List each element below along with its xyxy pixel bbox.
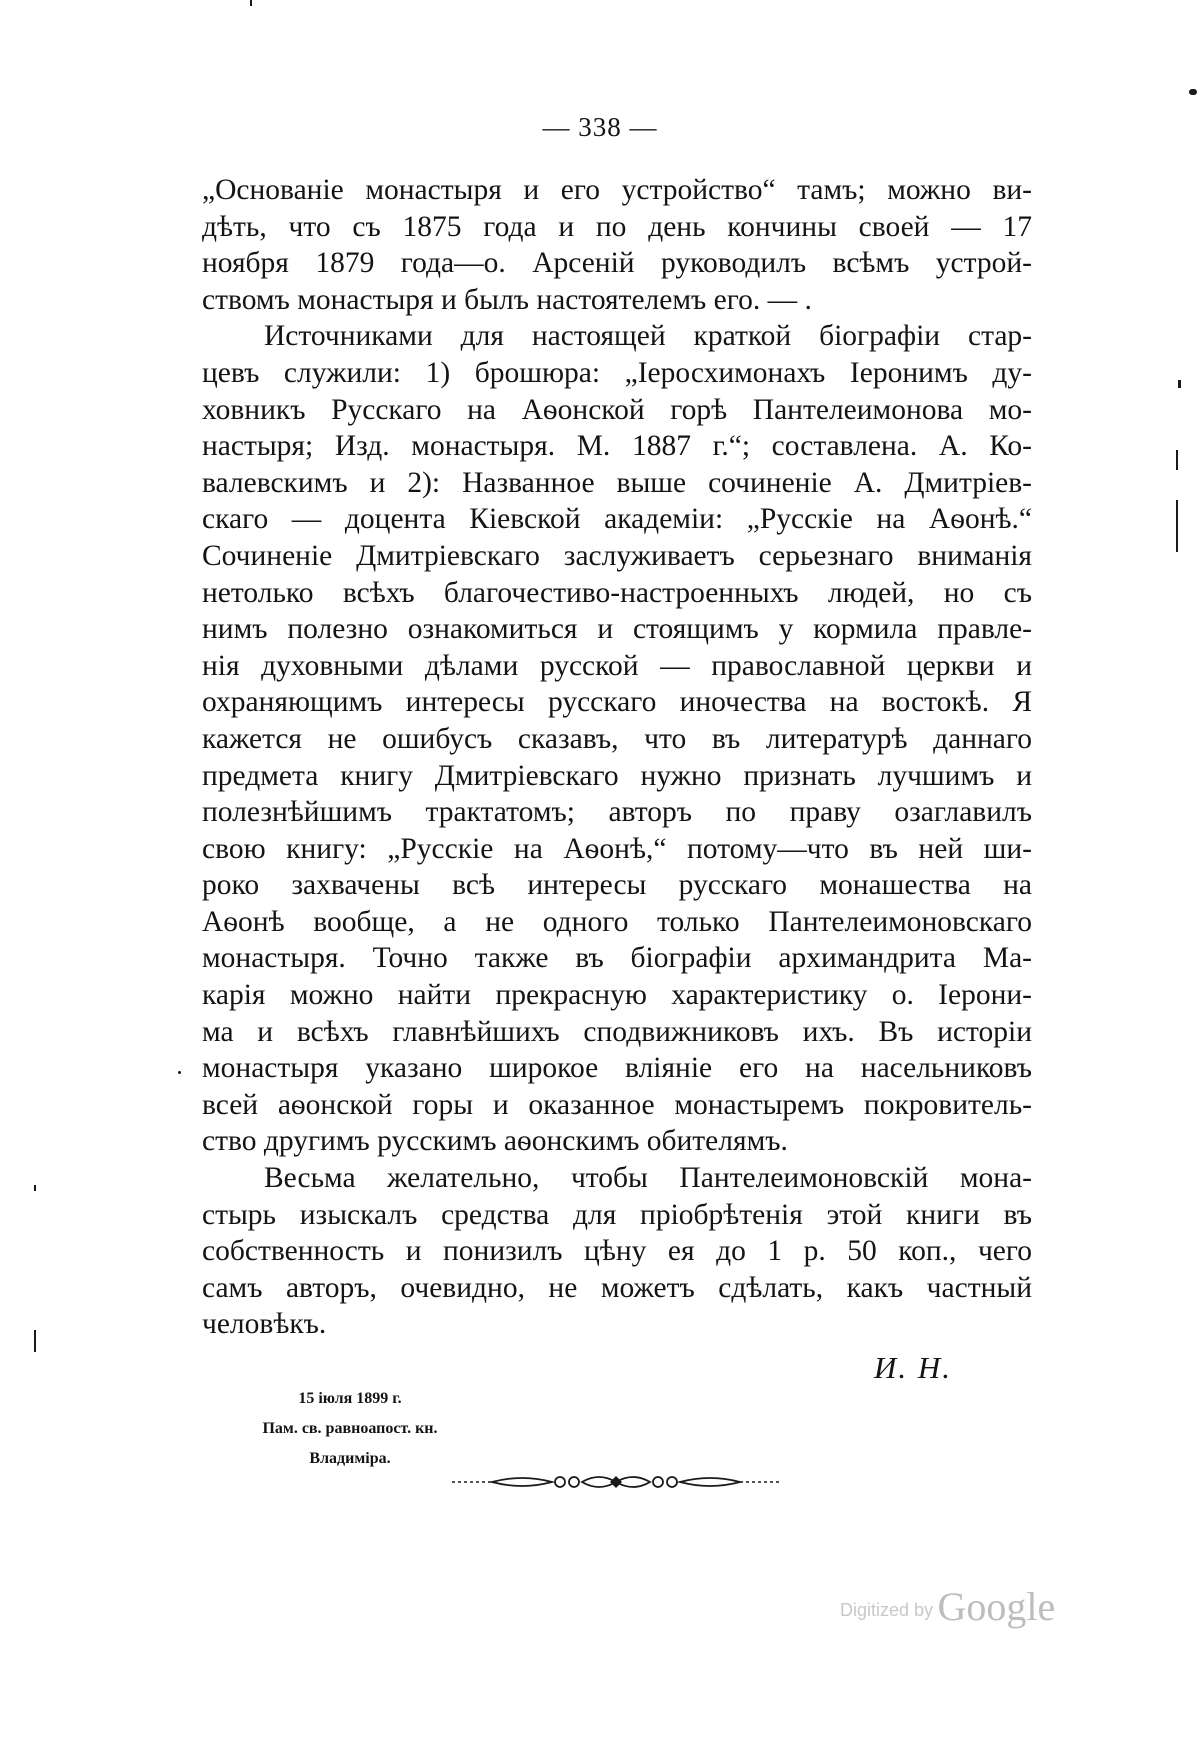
text-line: кажется не ошибусъ сказавъ, что въ литературѣ даннаго <box>202 722 1032 755</box>
text-line: ствомъ монастыря и былъ настоятелемъ его. — . <box>202 283 812 316</box>
digitized-by-google-watermark <box>840 1583 1055 1630</box>
text-line: самъ авторъ, очевидно, не можетъ сдѣлать, какъ частный <box>202 1271 1032 1304</box>
scan-speck <box>34 1330 36 1352</box>
scan-speck <box>34 1185 36 1191</box>
text-line: человѣкъ. <box>202 1308 327 1341</box>
text-line: скаго — доцента Кіевской академіи: „Русскіе на Аѳонѣ.“ <box>202 503 1032 536</box>
text-line: Источниками для настоящей краткой біографіи стар- <box>264 320 1032 353</box>
text-line: охраняющимъ интересы русскаго иночества на востокѣ. Я <box>202 686 1032 719</box>
ornament-divider-icon <box>452 1472 780 1492</box>
text-line: собственность и понизилъ цѣну ея до 1 р. 50 коп., чего <box>202 1235 1032 1268</box>
text-line: нимъ полезно ознакомиться и стоящимъ у кормила правле- <box>202 613 1032 646</box>
dateline-memorial-name: Владиміра. <box>309 1450 391 1467</box>
body-text <box>202 172 1032 1343</box>
text-line: ма и всѣхъ главнѣйшихъ сподвижниковъ ихъ. Въ исторіи <box>202 1015 1032 1048</box>
signature: И. Н. <box>874 1350 953 1385</box>
dateline <box>200 1384 500 1474</box>
text-line: стырь изыскалъ средства для пріобрѣтенія этой книги въ <box>202 1198 1032 1231</box>
paragraph-2 <box>202 318 1032 1160</box>
text-line: настыря; Изд. монастыря. М. 1887 г.“; составлена. А. Ко- <box>202 430 1032 463</box>
text-line: нетолько всѣхъ благочестиво-настроенныхъ людей, но съ <box>202 576 1032 609</box>
watermark-brand: Google <box>937 1584 1056 1629</box>
text-line: ноября 1879 года—о. Арсеній руководилъ всѣмъ устрой- <box>202 247 1032 280</box>
text-line: ство другимъ русскимъ аѳонскимъ обителямъ. <box>202 1125 788 1158</box>
text-line: „Основаніе монастыря и его устройство“ тамъ; можно ви- <box>202 174 1032 206</box>
text-line: монастыря указано широкое вліяніе его на насельниковъ <box>202 1052 1032 1085</box>
text-line: карія можно найти прекрасную характеристику о. Іерони- <box>202 979 1032 1012</box>
text-line: цевъ служили: 1) брошюра: „Іеросхимонахъ Іеронимъ ду- <box>202 356 1032 389</box>
text-line: всей аѳонской горы и оказанное монастыремъ покровитель- <box>202 1088 1032 1121</box>
text-line: роко захвачены всѣ интересы русскаго монашества на <box>202 869 1032 902</box>
dateline-date: 15 іюля 1899 г. <box>298 1390 402 1407</box>
page-number: — 338 — <box>542 112 658 142</box>
dateline-memorial: Пам. св. равноапост. кн. <box>262 1420 438 1437</box>
text-line: полезнѣйшимъ трактатомъ; авторъ по праву озаглавилъ <box>202 796 1032 829</box>
scan-speck <box>1176 500 1178 552</box>
text-line: валевскимъ и 2): Названное выше сочиненіе А. Дмитріев- <box>202 466 1032 499</box>
text-line: дѣть, что съ 1875 года и по день кончины своей — 17 <box>202 210 1032 243</box>
text-line: Сочиненіе Дмитріевскаго заслуживаетъ серьезнаго вниманія <box>202 539 1032 572</box>
text-line: свою книгу: „Русскіе на Аѳонѣ,“ потому—что въ ней ши- <box>202 832 1032 865</box>
text-line: Весьма желательно, чтобы Пантелеимоновскій мона- <box>264 1162 1032 1195</box>
scan-speck <box>1189 89 1197 95</box>
text-line: монастыря. Точно также въ біографіи архимандрита Ма- <box>202 942 1032 975</box>
text-line: предмета книгу Дмитріевскаго нужно признать лучшимъ и <box>202 759 1032 792</box>
scan-speck <box>178 1071 181 1074</box>
watermark-prefix: Digitized by <box>840 1600 934 1620</box>
paragraph-1 <box>202 172 1032 318</box>
paragraph-3 <box>202 1160 1032 1343</box>
text-line: нія духовными дѣлами русской — православной церкви и <box>202 649 1032 682</box>
text-line: ховникъ Русскаго на Аѳонской горѣ Пантелеимонова мо- <box>202 393 1032 426</box>
scan-speck <box>1176 450 1178 470</box>
text-line: Аѳонѣ вообще, а не одного только Пантелеимоновскаго <box>202 905 1032 938</box>
scan-speck <box>250 0 252 6</box>
scan-speck <box>1178 380 1181 388</box>
